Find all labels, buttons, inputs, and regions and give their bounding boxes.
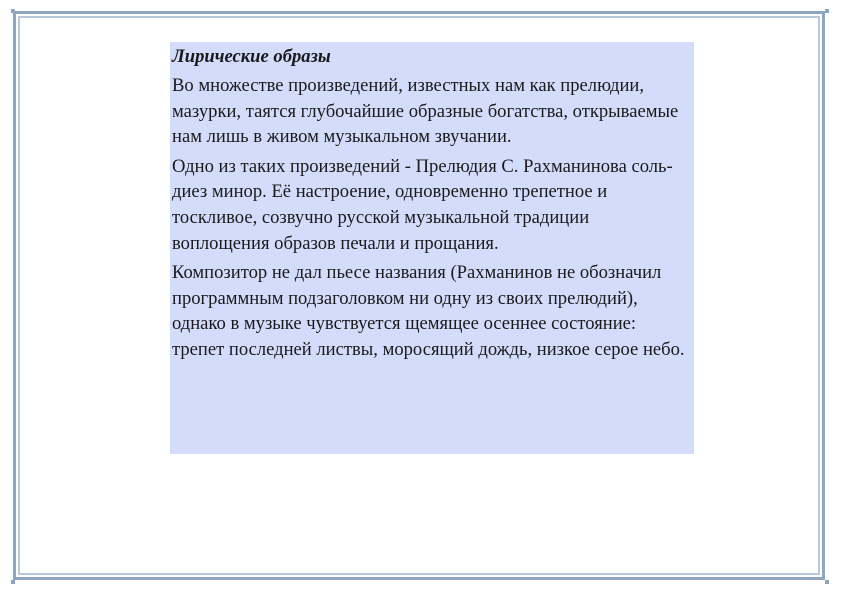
corner-mark-bottom-left: [11, 580, 15, 584]
paragraph-3: Композитор не дал пьесе названия (Рахманинов не обозначил программным подзаголовком ни одну из своих прелюдий), однако в музыке чувствуется щемящее осеннее состояние: трепет последней листвы, моросящий дождь, низкое серое небо.: [172, 262, 685, 360]
heading: Лирические образы: [172, 46, 331, 67]
corner-mark-top-right: [825, 9, 829, 13]
corner-mark-top-left: [11, 9, 15, 13]
paragraph-1: Во множестве произведений, известных нам как прелюдии, мазурки, таятся глубочайшие образные богатства, открываемые нам лишь в живом музыкальном звучании.: [172, 75, 679, 148]
corner-mark-bottom-right: [825, 580, 829, 584]
text-box: [170, 42, 694, 454]
paragraph-2: Одно из таких произведений - Прелюдия С. Рахманинова соль-диез минор. Её настроение, одновременно трепетное и тоскливое, созвучно русской музыкальной традиции воплощения образов печали и прощания.: [172, 155, 673, 254]
